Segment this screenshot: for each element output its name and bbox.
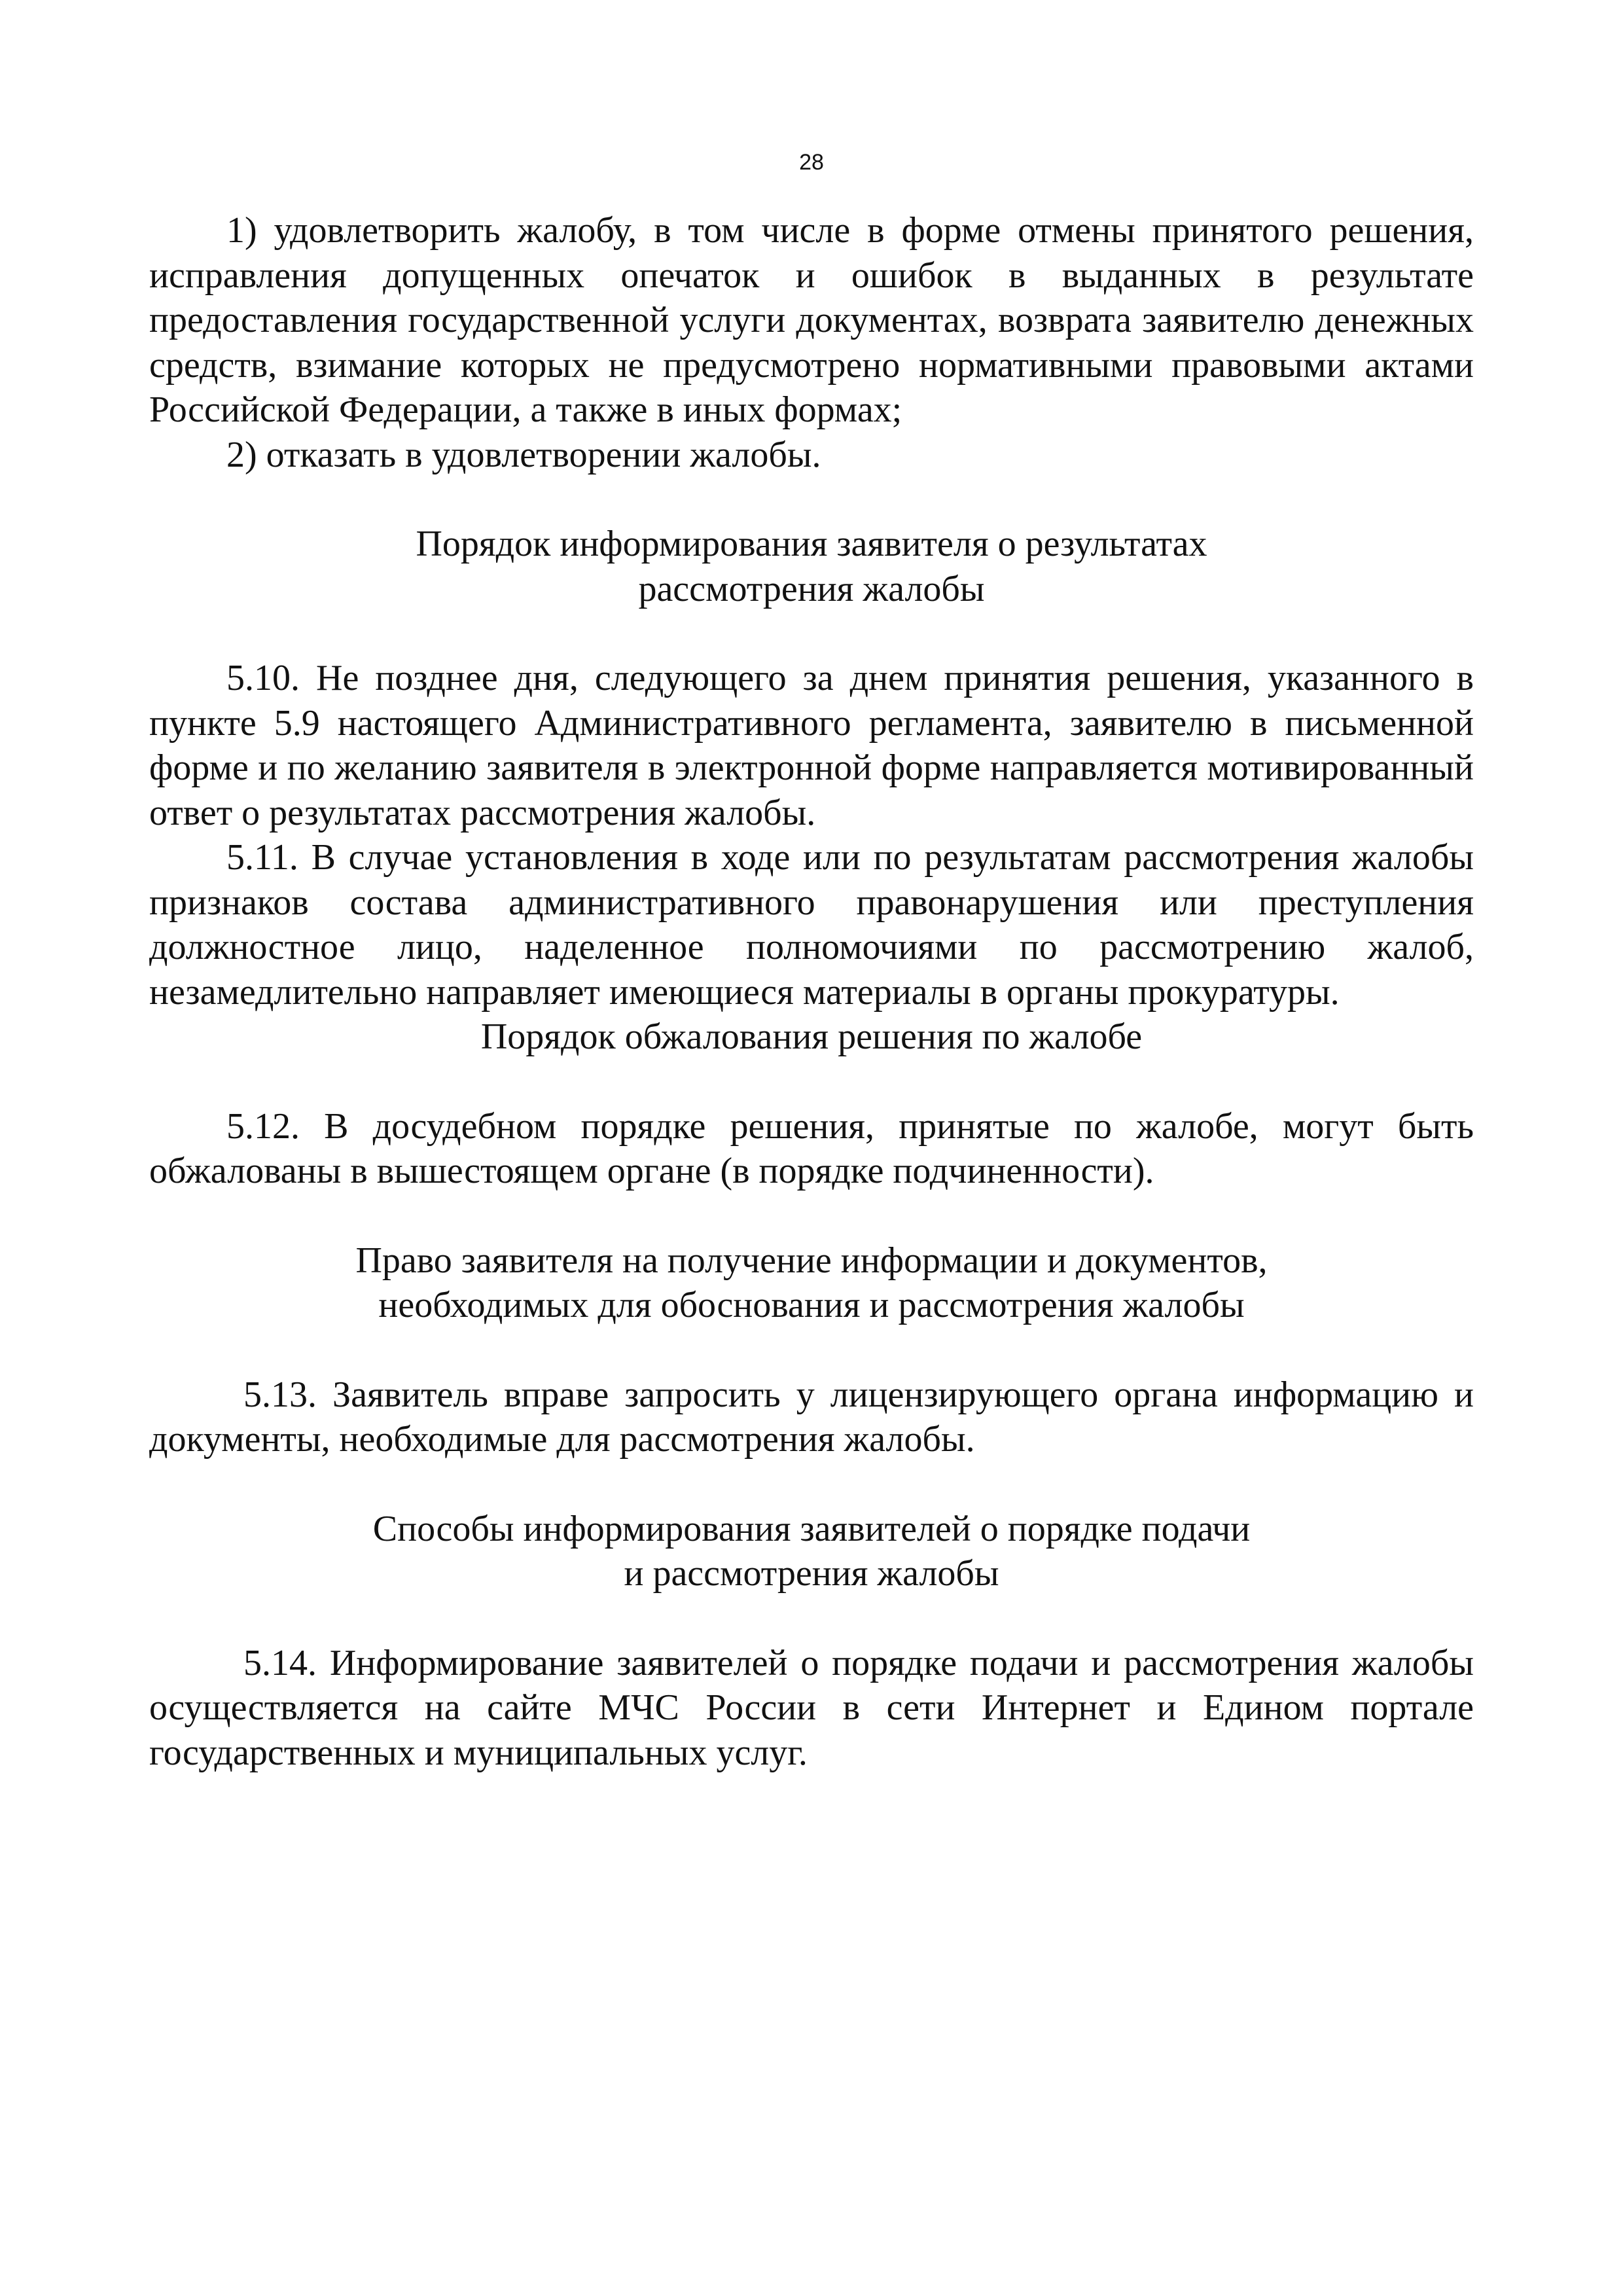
heading-line: Порядок информирования заявителя о результатах <box>416 524 1207 564</box>
page-number: 28 <box>799 150 824 175</box>
paragraph-5-12: 5.12. В досудебном порядке решения, принятые по жалобе, могут быть обжалованы в вышестоящем органе (в порядке подчиненности). <box>149 1105 1474 1191</box>
heading-line: Порядок обжалования решения по жалобе <box>480 1016 1143 1057</box>
section-heading-informing-results <box>149 522 1474 611</box>
paragraph-refuse-complaint: 2) отказать в удовлетворении жалобы. <box>226 434 821 475</box>
heading-line: Способы информирования заявителей о порядке подачи <box>372 1508 1251 1549</box>
section-heading-appeal-decision <box>149 1014 1474 1060</box>
paragraph-5-11: 5.11. В случае установления в ходе или по результатам рассмотрения жалобы признаков состава административного правонарушения или преступления должностное лицо, наделенное полномочиями по рассмотрению жалоб, незамедлительно направляет имеющиеся материалы в органы прокуратуры. <box>149 837 1474 1013</box>
paragraph-satisfy-complaint: 1) удовлетворить жалобу, в том числе в форме отмены принятого решения, исправления допущенных опечаток и ошибок в выданных в результате предоставления государственной услуги документах, возврата заявителю денежных средств, взимание которых не предусмотрено нормативными правовыми актами Российской Федерации, а также в иных формах; <box>149 210 1474 430</box>
heading-line: Право заявителя на получение информации и документов, <box>355 1240 1268 1281</box>
paragraph-5-13: 5.13. Заявитель вправе запросить у лицензирующего органа информацию и документы, необходимые для рассмотрения жалобы. <box>149 1374 1474 1460</box>
heading-line: необходимых для обоснования и рассмотрения жалобы <box>378 1285 1245 1325</box>
section-heading-informing-methods <box>149 1507 1474 1596</box>
heading-line: и рассмотрения жалобы <box>624 1553 999 1594</box>
paragraph-5-14: 5.14. Информирование заявителей о порядке подачи и рассмотрения жалобы осуществляется на сайте МЧС России в сети Интернет и Едином портале государственных и муниципальных услуг. <box>149 1642 1474 1773</box>
document-body <box>149 208 1474 1775</box>
heading-line: рассмотрения жалобы <box>638 568 985 609</box>
paragraph-5-10: 5.10. Не позднее дня, следующего за днем принятия решения, указанного в пункте 5.9 настоящего Административного регламента, заявителю в письменной форме и по желанию заявителя в электронной форме направляется мотивированный ответ о результатах рассмотрения жалобы. <box>149 658 1474 833</box>
section-heading-right-to-information <box>149 1238 1474 1328</box>
